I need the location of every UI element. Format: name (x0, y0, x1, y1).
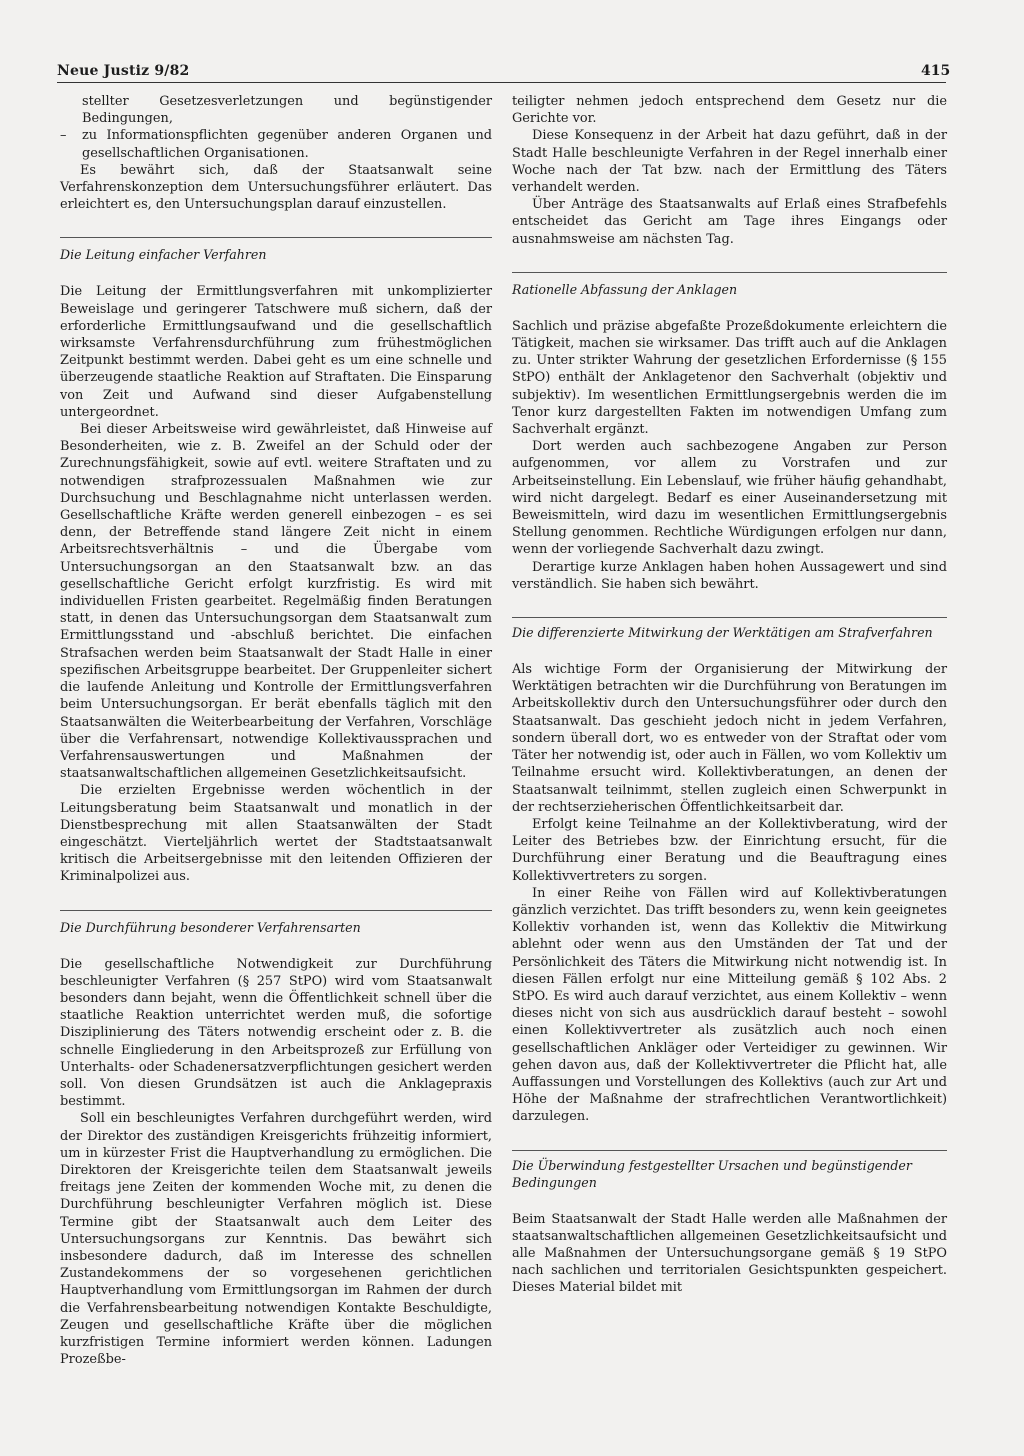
left-column (60, 93, 492, 1368)
section-heading-anklagen: Rationelle Abfassung der Anklagen (512, 281, 738, 297)
page-number: 415 (921, 63, 951, 79)
paragraph: Derartige kurze Anklagen haben hohen Aussagewert und sind verständlich. Sie haben sich bewährt. (512, 559, 947, 592)
list-item-continuation: stellter Gesetzesverletzungen und begünstigender Bedingungen, (82, 94, 492, 127)
list-item-text: zu Informationspflichten gegenüber anderen Organen und gesellschaftlichen Organisationen. (82, 128, 492, 161)
paragraph: Dort werden auch sachbezogene Angaben zur Person aufgenommen, vor allem zu Vorstrafen und zur Arbeitseinstellung. Ein Lebenslauf, wie früher häufig gehandhabt, wird nicht dargelegt. Bedarf es einer Auseinandersetzung mit Beweismitteln, wird dazu im wesentlichen Ermittlungsergebnis Stellung genommen. Rechtliche Würdigungen erfolgen nur dann, wenn der vorliegende Sachverhalt dazu zwingt. (512, 439, 947, 558)
section-heading-leitung: Die Leitung einfacher Verfahren (60, 247, 267, 263)
paragraph: Die erzielten Ergebnisse werden wöchentlich in der Leitungsberatung beim Staatsanwalt und monatlich in der Dienstbesprechung mit allen Staatsanwälten der Stadt eingeschätzt. Vierteljährlich wertet der Stadtstaatsanwalt kritisch die Arbeitsergebnisse mit den leitenden Offizieren der Kriminalpolizei aus. (60, 783, 492, 885)
section-heading-ueberwindung: Die Überwindung festgestellter Ursachen und begünstigender Bedingungen (512, 1157, 912, 1190)
paragraph: Die gesellschaftliche Notwendigkeit zur Durchführung beschleunigter Verfahren (§ 257 StPO) wird vom Staatsanwalt besonders dann bejaht, wenn die Öffentlichkeit schnell über die staatliche Reaktion unterrichtet werden muß, die sofortige Disziplinierung des Täters notwendig erscheint oder z. B. die schnelle Eingliederung in den Arbeitsprozeß zur Erfüllung von Unterhalts- oder Schadenersatzverpflichtungen gesichert werden soll. Von diesen Grundsätzen ist auch die Anklagepraxis bestimmt. (60, 956, 492, 1110)
section-heading-verfahrensarten: Die Durchführung besonderer Verfahrensarten (60, 919, 361, 935)
paragraph: Die Leitung der Ermittlungsverfahren mit unkomplizierter Beweislage und geringerer Tatschwere muß sichern, daß der erforderliche Ermittlungsaufwand und die gesellschaftlich wirksamste Verfahrensdurchführung zum frühestmöglichen Zeitpunkt bestimmt werden. Dabei geht es um eine schnelle und überzeugende staatliche Reaktion auf Straftaten. Die Einsparung von Zeit und Aufwand sind dieser Aufgabenstellung untergeordnet. (60, 284, 492, 420)
paragraph: Sachlich und präzise abgefaßte Prozeßdokumente erleichtern die Tätigkeit, machen sie wirksamer. Das trifft auch auf die Anklagen zu. Unter strikter Wahrung der gesetzlichen Erfordernisse (§ 155 StPO) enthält der Anklagetenor den Sachverhalt (objektiv und subjektiv). Im wesentlichen Ermittlungsergebnis werden die im Tenor kurz dargestellten Fakten im notwendigen Umfang zum Sachverhalt ergänzt. (512, 318, 947, 438)
paragraph: Es bewährt sich, daß der Staatsanwalt seine Verfahrenskonzeption dem Untersuchungsführer erläutert. Das erleichtert es, den Untersuchungsplan darauf einzustellen. (60, 162, 492, 213)
paragraph: Als wichtige Form der Organisierung der Mitwirkung der Werktätigen betrachten wir die Durchführung von Beratungen im Arbeitskollektiv durch den Untersuchungsführer oder durch den Staatsanwalt. Das geschieht jedoch nicht in jedem Verfahren, sondern überall dort, wo es entweder von der Straftat oder vom Täter her notwendig ist, oder auch in Fällen, wo vom Kollektiv um Teilnahme ersucht wird. Kollektivberatungen, an denen der Staatsanwalt teilnimmt, stellen zugleich einen Schwerpunkt in der rechtserzieherischen Öffentlichkeitsarbeit dar. (512, 662, 947, 815)
paragraph: Beim Staatsanwalt der Stadt Halle werden alle Maßnahmen der staatsanwaltschaftlichen allgemeinen Gesetzlichkeitsaufsicht und alle Maßnahmen der Untersuchungsorgane gemäß § 19 StPO nach sachlichen und territorialen Gesichtspunkten gespeichert. Dieses Material bildet mit (512, 1211, 947, 1296)
paragraph: Soll ein beschleunigtes Verfahren durchgeführt werden, wird der Direktor des zuständigen Kreisgerichts frühzeitig informiert, um in kürzester Frist die Hauptverhandlung zu ermöglichen. Die Direktoren der Kreisgerichte teilen dem Staatsanwalt jeweils freitags jene Zeiten der kommenden Woche mit, zu denen die Durchführung beschleunigter Verfahren möglich ist. Diese Termine gibt der Staatsanwalt auch dem Leiter des Untersuchungsorgans zur Kenntnis. Das bewährt sich insbesondere dadurch, daß im Interesse des schnellen Zustandekommens der so vorgesehenen gerichtlichen Hauptverhandlung vom Ermittlungsorgan im Rahmen der durch die Verfahrensbearbeitung notwendigen Kontakte Beschuldigte, Zeugen und gesellschaftliche Kräfte über die möglichen kurzfristigen Termine informiert werden können. Ladungen Prozeßbe- (60, 1111, 492, 1368)
paragraph-continuation: teiligter nehmen jedoch entsprechend dem Gesetz nur die Gerichte vor. (512, 94, 947, 127)
running-header-journal: Neue Justiz 9/82 (57, 63, 190, 79)
header-rule (57, 82, 946, 83)
bullet-dash: – (60, 128, 67, 144)
paragraph: Bei dieser Arbeitsweise wird gewährleistet, daß Hinweise auf Besonderheiten, wie z. B. Zweifel an der Schuld oder der Zurechnungsfähigkeit, sowie auf evtl. weitere Straftaten und zu notwendigen strafprozessualen Maßnahmen wie zur Durchsuchung und Beschlagnahme nicht unterlassen werden. Gesellschaftliche Kräfte werden generell einbezogen – es sei denn, der Betreffende stand längere Zeit nicht in einem Arbeitsrechtsverhältnis – und die Übergabe vom Untersuchungsorgan an den Staatsanwalt bzw. an das gesellschaftliche Gericht erfolgt kurzfristig. Es wird mit individuellen Fristen gearbeitet. Regelmäßig finden Beratungen statt, in denen das Untersuchungsorgan dem Staatsanwalt zum Ermittlungsstand und -abschluß berichtet. Die einfachen Strafsachen werden beim Staatsanwalt der Stadt Halle in einer spezifischen Arbeitsgruppe bearbeitet. Der Gruppenleiter sichert die laufende Anleitung und Kontrolle der Ermittlungsverfahren beim Untersuchungsorgan. Er berät ebenfalls täglich mit den Staatsanwälten die Weiterbearbeitung der Verfahren, Vorschläge über die Verfahrensart, notwendige Kollektivaussprachen und Verfahrensauswertungen und Maßnahmen der staatsanwaltschaftlichen allgemeinen Gesetzlichkeitsaufsicht. (60, 422, 492, 782)
list-item (60, 127, 492, 161)
paragraph: Über Anträge des Staatsanwalts auf Erlaß eines Strafbefehls entscheidet das Gericht am Tage ihres Eingangs oder ausnahmsweise am nächsten Tag. (512, 197, 947, 247)
paragraph: In einer Reihe von Fällen wird auf Kollektivberatungen gänzlich verzichtet. Das trifft besonders zu, wenn kein geeignetes Kollektiv vorhanden ist, wenn das Kollektiv die Mitwirkung ablehnt oder wenn aus den Umständen der Tat und der Persönlichkeit des Täters die Mitwirkung nicht notwendig ist. In diesen Fällen erfolgt nur eine Mitteilung gemäß § 102 Abs. 2 StPO. Es wird auch darauf verzichtet, aus einem Kollektiv – wenn dieses nicht von sich aus ausdrücklich darauf besteht – sowohl einen Kollektivvertreter als zusätzlich auch noch einen gesellschaftlichen Ankläger oder Verteidiger zu gewinnen. Wir gehen davon aus, daß der Kollektivvertreter die Pflicht hat, alle Auffassungen und Vorstellungen des Kollektivs (auch zur Art und Höhe der Maßnahme der strafrechtlichen Verantwortlichkeit) darzulegen. (512, 885, 947, 1125)
paragraph: Diese Konsequenz in der Arbeit hat dazu geführt, daß in der Stadt Halle beschleunigte Verfahren in der Regel innerhalb einer Woche nach der Tat bzw. nach der Ermittlung des Täters verhandelt werden. (512, 128, 947, 196)
paragraph: Erfolgt keine Teilnahme an der Kollektivberatung, wird der Leiter des Betriebes bzw. der Einrichtung ersucht, für die Durchführung einer Beratung und die Beauftragung eines Kollektivvertreters zu sorgen. (512, 816, 947, 884)
section-heading-mitwirkung: Die differenzierte Mitwirkung der Werktätigen am Strafverfahren (512, 625, 933, 641)
right-column (512, 93, 947, 1297)
